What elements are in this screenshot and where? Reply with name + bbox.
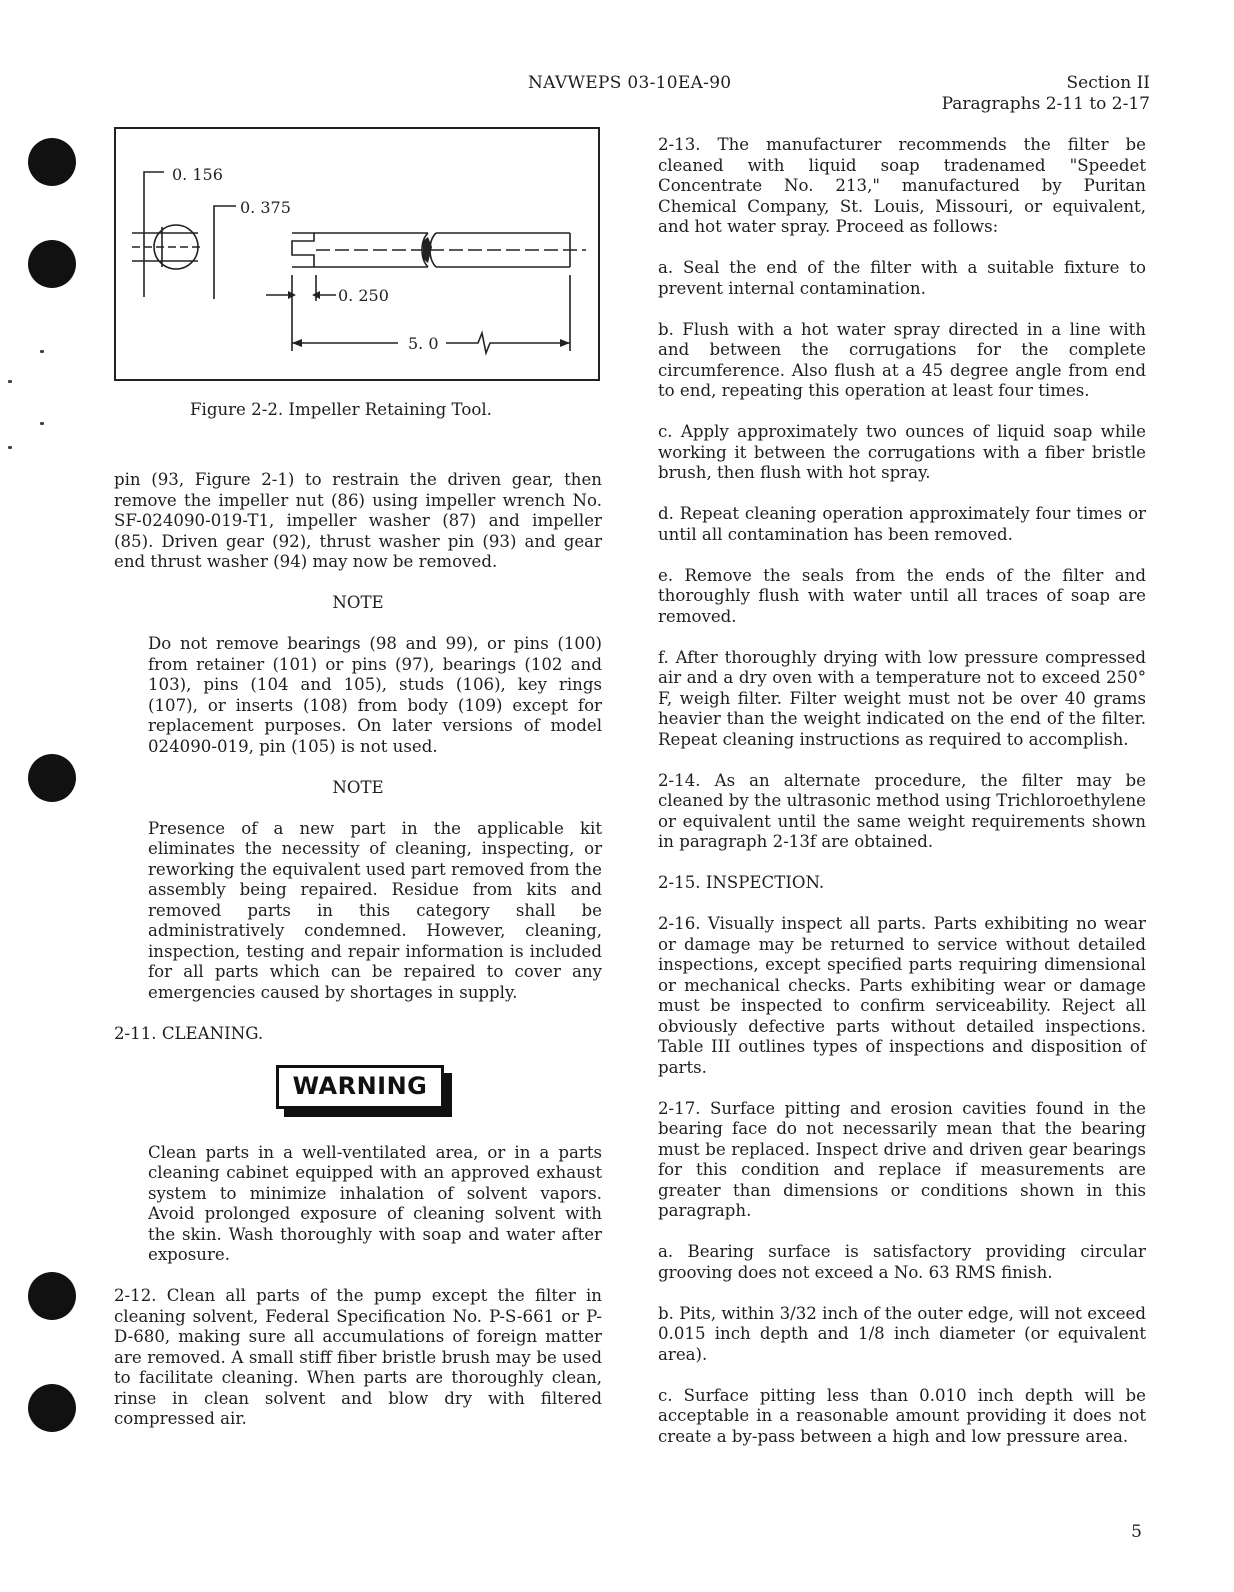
- heading-cleaning: 2-11. CLEANING.: [114, 1023, 264, 1043]
- scan-speck: [8, 446, 12, 449]
- dim-label-0250: 0. 250: [338, 286, 389, 305]
- binder-hole: [28, 240, 76, 288]
- right-column: [658, 135, 1146, 1468]
- binder-hole: [28, 1384, 76, 1432]
- step-a: a. Seal the end of the filter with a suitable fixture to prevent internal contamination.: [658, 258, 1146, 298]
- paragraph-2-12: 2-12. Clean all parts of the pump except the filter in cleaning solvent, Federal Specification No. P-S-661 or P-D-680, making sure all accumulations of foreign matter are removed. A small stiff fiber bristle brush may be used to facilitate cleaning. When parts are thoroughly clean, rinse in clean solvent and blow dry with filtered compressed air.: [114, 1286, 602, 1428]
- paragraph-2-17: 2-17. Surface pitting and erosion cavities found in the bearing face do not necessarily mean that the bearing must be replaced. Inspect drive and driven gear bearings for this condition and replace if measurements are greater than dimensions or conditions shown in this paragraph.: [658, 1098, 1146, 1220]
- binder-hole: [28, 138, 76, 186]
- note-heading: NOTE: [332, 777, 384, 797]
- step-b: b. Flush with a hot water spray directed in a line with and between the corrugations for the complete circumference. Also flush at a 45 degree angle from end to end, repeating this operation at least four times.: [658, 319, 1146, 400]
- warning-label: WARNING: [276, 1065, 444, 1109]
- dim-line-0375: [214, 206, 236, 299]
- note-text-new-parts: Presence of a new part in the applicable kit eliminates the necessity of cleaning, inspecting, or reworking the equivalent used part removed from the assembly being repaired. Residue from kits and removed parts in this category shall be administratively condemned. However, cleaning, inspection, testing and repair information is included for all parts which can be repaired to cover any emergencies caused by shortages in supply.: [148, 818, 602, 1002]
- warning-label-box: [276, 1065, 456, 1121]
- binder-hole: [28, 754, 76, 802]
- dim-line-0156: [144, 172, 164, 297]
- paragraph-2-13: 2-13. The manufacturer recommends the filter be cleaned with liquid soap tradenamed "Speedet Concentrate No. 213," manufactured by Puritan Chemical Company, St. Louis, Missouri, or equivalent, and hot water spray. Proceed as follows:: [658, 135, 1146, 236]
- dim-label-0375: 0. 375: [240, 198, 291, 217]
- step-f: f. After thoroughly drying with low pressure compressed air and a dry oven with a temperature not to exceed 250° F, weigh filter. Filter weight must not be over 40 grams heavier than the weight indicated on the end of the filter. Repeat cleaning instructions as required to accomplish.: [658, 647, 1146, 749]
- paragraph-2-16: 2-16. Visually inspect all parts. Parts exhibiting no wear or damage may be returned to service without detailed inspections, except specified parts requiring dimensional or mechanical checks. Parts exhibiting wear or damage must be inspected to confirm serviceability. Reject all obviously defective parts without detailed inspections. Table III outlines types of inspections and disposition of parts.: [658, 914, 1146, 1077]
- scan-speck: [8, 380, 12, 383]
- heading-inspection: 2-15. INSPECTION.: [658, 873, 825, 892]
- dim-label-0156: 0. 156: [172, 165, 223, 184]
- scan-speck: [40, 422, 44, 425]
- paragraph-impeller-removal: pin (93, Figure 2-1) to restrain the driven gear, then remove the impeller nut (86) using impeller wrench No. SF-024090-019-T1, impeller washer (87) and impeller (85). Driven gear (92), thrust washer pin (93) and gear end thrust washer (94) may now be removed.: [114, 470, 602, 571]
- paragraph-range: Paragraphs 2-11 to 2-17: [941, 94, 1150, 114]
- criterion-a: a. Bearing surface is satisfactory providing circular grooving does not exceed a No. 63 RMS finish.: [658, 1242, 1146, 1282]
- section-label: Section II: [1066, 73, 1150, 93]
- warning-text: Clean parts in a well-ventilated area, or in a parts cleaning cabinet equipped with an approved exhaust system to minimize inhalation of solvent vapors. Avoid prolonged exposure of cleaning solvent with the skin. Wash thoroughly with soap and water after exposure.: [148, 1142, 602, 1264]
- binder-hole: [28, 1272, 76, 1320]
- criterion-b: b. Pits, within 3/32 inch of the outer edge, will not exceed 0.015 inch depth and 1/8 inch diameter (or equivalent area).: [658, 1303, 1146, 1364]
- paragraph-2-14: 2-14. As an alternate procedure, the filter may be cleaned by the ultrasonic method using Trichloroethylene or equivalent until the same weight requirements shown in paragraph 2-13f are obtained.: [658, 770, 1146, 851]
- tool-drawing: [116, 129, 602, 383]
- criterion-c: c. Surface pitting less than 0.010 inch depth will be acceptable in a reasonable amount providing it does not create a by-pass between a high and low pressure area.: [658, 1385, 1146, 1446]
- left-column: [114, 470, 602, 1450]
- dim-label-50: 5. 0: [408, 334, 439, 353]
- figure-impeller-retaining-tool: [114, 127, 600, 381]
- figure-caption: Figure 2-2. Impeller Retaining Tool.: [190, 400, 492, 419]
- page-number: 5: [1131, 1522, 1142, 1542]
- step-e: e. Remove the seals from the ends of the filter and thoroughly flush with water until all traces of soap are removed.: [658, 565, 1146, 626]
- section-header: [942, 73, 1150, 115]
- tool-slot: [292, 233, 314, 267]
- step-c: c. Apply approximately two ounces of liquid soap while working it between the corrugations with a fiber bristle brush, then flush with hot spray.: [658, 422, 1146, 482]
- scan-speck: [40, 350, 44, 353]
- step-d: d. Repeat cleaning operation approximately four times or until all contamination has been removed.: [658, 504, 1146, 544]
- note-text-bearings: Do not remove bearings (98 and 99), or pins (100) from retainer (101) or pins (97), bearings (102 and 103), pins (104 and 105), studs (106), key rings (107), or inserts (108) from body (109) except for replacement purposes. On later versions of model 024090-019, pin (105) is not used.: [148, 634, 602, 756]
- document-number: NAVWEPS 03-10EA-90: [528, 73, 732, 93]
- note-heading: NOTE: [332, 593, 384, 612]
